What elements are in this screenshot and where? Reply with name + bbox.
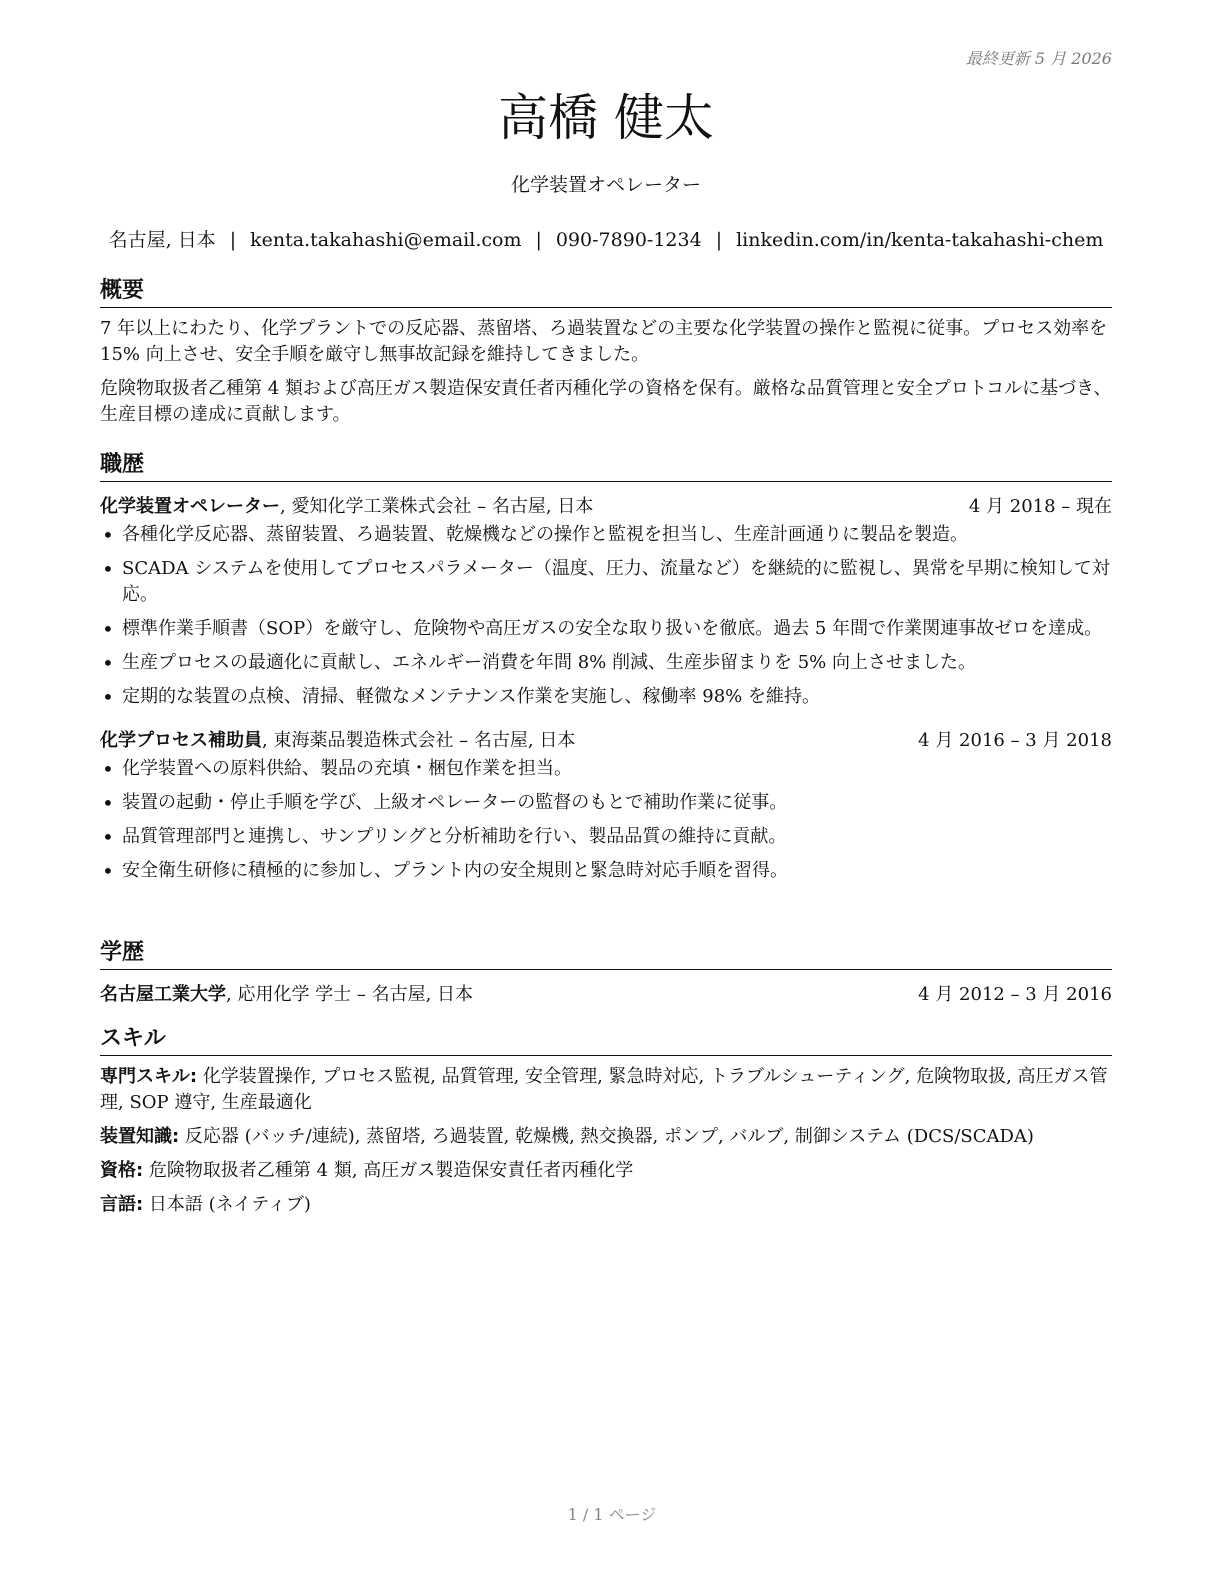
education-detail: , 応用化学 学士 – 名古屋, 日本: [226, 984, 474, 1005]
job-bullet: • 化学装置への原料供給、製品の充填・梱包作業を担当。: [100, 756, 1112, 782]
education-dates: 4 月 2012 – 3 月 2016: [918, 984, 1112, 1005]
job-role: 化学装置オペレーター: [100, 496, 280, 517]
contact-separator: |: [535, 229, 542, 251]
last-updated: 最終更新 5 月 2026: [965, 49, 1112, 68]
job-bullet: • SCADA システムを使用してプロセスパラメーター（温度、圧力、流量など）を継続的に監視し、異常を早期に検知して対応。: [100, 556, 1112, 608]
job-header: [100, 728, 1112, 754]
skill-line: [100, 1064, 1112, 1116]
skill-label: 言語:: [100, 1194, 144, 1215]
skill-line: [100, 1124, 1112, 1150]
experience-section: [100, 450, 1112, 892]
section-title-education: 学歴: [100, 938, 1112, 970]
education-title-line: [100, 982, 473, 1008]
job-company: , 愛知化学工業株式会社 – 名古屋, 日本: [280, 496, 594, 517]
job-bullet: • 装置の起動・停止手順を学び、上級オペレーターの監督のもとで補助作業に従事。: [100, 790, 1112, 816]
contact-line: [100, 225, 1112, 252]
education-section: [100, 938, 1112, 1008]
job-bullet: • 生産プロセスの最適化に貢献し、エネルギー消費を年間 8% 削減、生産歩留まりを 5% 向上させました。: [100, 650, 1112, 676]
job-title-line: [100, 728, 575, 754]
skill-value: 化学装置操作, プロセス監視, 品質管理, 安全管理, 緊急時対応, トラブルシューティング, 危険物取扱, 高圧ガス管理, SOP 遵守, 生産最適化: [100, 1066, 1108, 1113]
skill-line: [100, 1192, 1112, 1218]
job-bullet: • 各種化学反応器、蒸留装置、ろ過装置、乾燥機などの操作と監視を担当し、生産計画通りに製品を製造。: [100, 522, 1112, 548]
job-bullet: • 標準作業手順書（SOP）を厳守し、危険物や高圧ガスの安全な取り扱いを徹底。過去 5 年間で作業関連事故ゼロを達成。: [100, 616, 1112, 642]
summary-paragraph: 危険物取扱者乙種第 4 類および高圧ガス製造保安責任者丙種化学の資格を保有。厳格な品質管理と安全プロトコルに基づき、生産目標の達成に貢献します。: [100, 378, 1112, 425]
section-title-experience: 職歴: [100, 450, 1112, 482]
job-bullets: [100, 522, 1112, 710]
contact-location: 名古屋, 日本: [108, 229, 216, 251]
contact-phone[interactable]: 090-7890-1234: [555, 229, 702, 251]
education-school: 名古屋工業大学: [100, 984, 226, 1005]
skill-label: 装置知識:: [100, 1126, 180, 1147]
skill-value: 危険物取扱者乙種第 4 類, 高圧ガス製造保安責任者丙種化学: [143, 1160, 634, 1181]
skill-line: [100, 1158, 1112, 1184]
candidate-name: 高橋 健太: [498, 89, 714, 147]
skill-value: 反応器 (バッチ/連続), 蒸留塔, ろ過装置, 乾燥機, 熱交換器, ポンプ, バルブ, 制御システム (DCS/SCADA): [179, 1126, 1034, 1147]
job-bullet: • 品質管理部門と連携し、サンプリングと分析補助を行い、製品品質の維持に貢献。: [100, 824, 1112, 850]
job-entry: [100, 494, 1112, 710]
job-role: 化学プロセス補助員: [100, 730, 262, 751]
contact-linkedin[interactable]: linkedin.com/in/kenta-takahashi-chem: [736, 229, 1104, 251]
job-bullet: • 定期的な装置の点検、清掃、軽微なメンテナンス作業を実施し、稼働率 98% を維持。: [100, 684, 1112, 710]
candidate-headline: 化学装置オペレーター: [510, 174, 701, 196]
contact-separator: |: [715, 229, 723, 251]
skill-label: 資格:: [100, 1160, 144, 1181]
job-bullets: [100, 756, 1112, 884]
job-bullet: • 安全衛生研修に積極的に参加し、プラント内の安全規則と緊急時対応手順を習得。: [100, 858, 1112, 884]
contact-email[interactable]: kenta.takahashi@email.com: [250, 229, 522, 251]
summary-paragraph: 7 年以上にわたり、化学プラントでの反応器、蒸留塔、ろ過装置などの主要な化学装置の操作と監視に従事。プロセス効率を 15% 向上させ、安全手順を厳守し無事故記録を維持してきました。: [100, 318, 1108, 365]
contact-separator: |: [229, 229, 237, 251]
job-dates: 4 月 2016 – 3 月 2018: [918, 730, 1112, 751]
skill-value: 日本語 (ネイティブ): [143, 1194, 311, 1215]
skill-label: 専門スキル:: [100, 1066, 198, 1087]
section-title-skills: スキル: [100, 1024, 1112, 1056]
education-entry: [100, 982, 1112, 1008]
summary-section: [100, 276, 1112, 428]
job-entry: [100, 728, 1112, 884]
job-dates: 4 月 2018 – 現在: [968, 496, 1112, 517]
section-title-summary: 概要: [100, 276, 1112, 308]
skills-section: [100, 1024, 1112, 1218]
page-indicator: 1 / 1 ページ: [567, 1505, 657, 1524]
job-company: , 東海薬品製造株式会社 – 名古屋, 日本: [262, 730, 576, 751]
job-header: [100, 494, 1112, 520]
job-title-line: [100, 494, 593, 520]
